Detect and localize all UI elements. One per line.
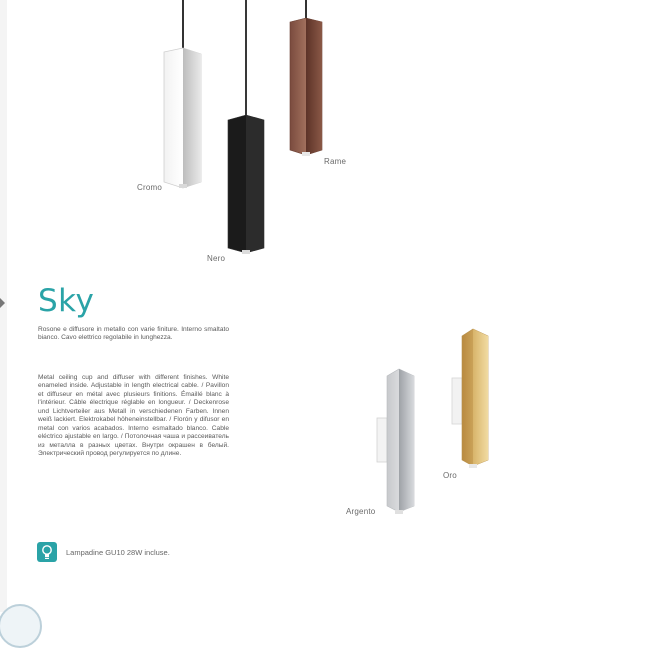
caption-cromo: Cromo [137,183,163,192]
wall-oro [452,329,488,468]
caption-rame: Rame [324,157,347,166]
wall-argento [377,369,414,514]
pendant-nero [228,0,264,254]
description-italian: Rosone e diffusore in metallo con varie finiture. Interno smaltato bianco. Cavo elettrico regolabile in lunghezza. [38,326,229,342]
product-title: Sky [38,283,95,319]
bulb-note: Lampadine GU10 28W incluse. [66,548,170,557]
lightbulb-icon [37,542,57,562]
caption-oro: Oro [443,471,457,480]
pendant-rame [290,0,322,156]
pendant-cromo [164,0,201,188]
caption-nero: Nero [207,254,226,263]
description-multilingual: Metal ceiling cup and diffuser with different finishes. White enameled inside. Adjustable in length electrical cable. / Pavillon et diffuseur en métal avec plusieurs finitions. Émaillé blanc à l'intérieur. Câble électrique réglable en longueur. / Deckenrose und Lichtverteiler aus Metall in verschiedenen Farben. Innen weiß lackiert. Elektrokabel höheneinstellbar. / Florón y difusor en metal con varios acabados. Interno esmaltado blanco. Cable eléctrico ajustable en largo. / Потолочная чаша и рассеиватель из металла в разных цветах. Внутри окрашен в белый. Электрический провод регулируется по длине. [38,374,229,458]
page-corner-badge [0,604,42,648]
caption-argento: Argento [346,507,376,516]
